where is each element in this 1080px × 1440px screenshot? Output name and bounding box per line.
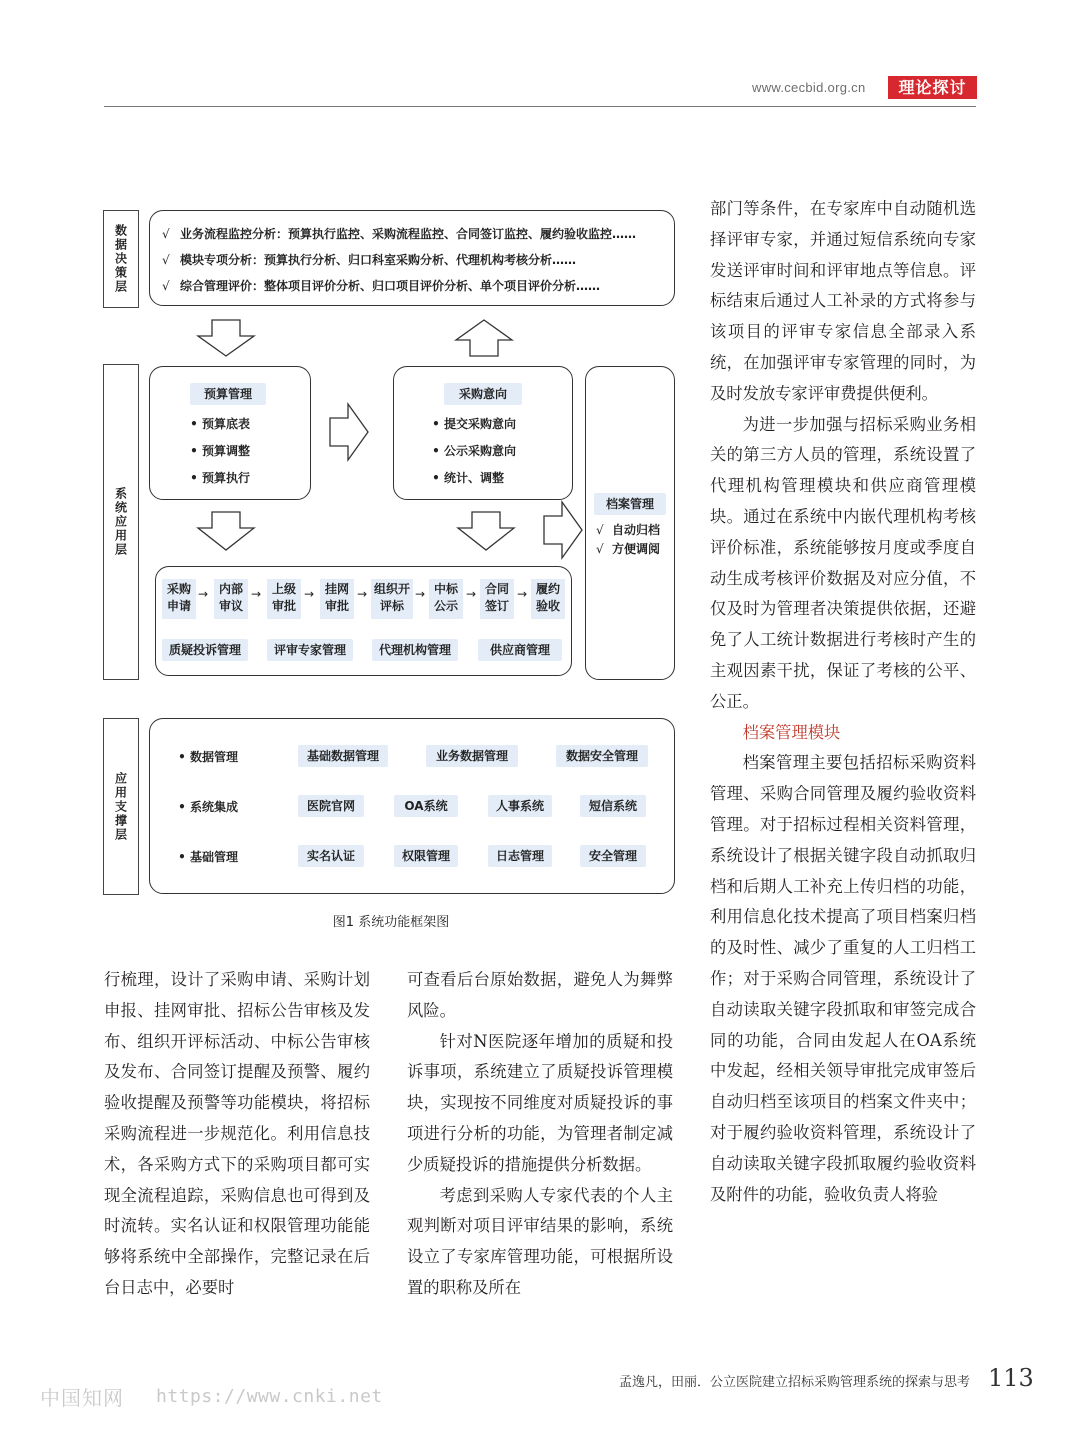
bullet-icon: • <box>432 444 440 458</box>
process-box <box>155 566 572 676</box>
budget-item <box>186 415 250 432</box>
support-row-label-text: 系统集成 <box>190 800 239 814</box>
intent-item-text: 统计、调整 <box>444 471 505 485</box>
flow-step <box>162 579 196 619</box>
support-row-label <box>174 848 238 865</box>
check-icon: √ <box>162 227 170 241</box>
flow-arrow-icon: → <box>415 587 426 601</box>
flow-step-line1: 采购 <box>166 582 191 596</box>
paragraph: 考虑到采购人专家代表的个人主观判断对项目评审结果的影响，系统设立了专家库管理功能，可根据所设置的职称及所在 <box>407 1185 673 1297</box>
archive-item-text: 方便调阅 <box>612 542 661 556</box>
paragraph: 档案管理主要包括招标采购资料管理、采购合同管理及履约验收资料管理。对于招标过程相关资料管理，系统设计了根据关键字段自动抓取归档和后期人工补充上传归档的功能，利用信息化技术提高了项目档案归档的及时性、减少了重复的人工归档工作；对于采购合同管理，系统设计了自动读取关键字段抓取和审签完成合同的功能，合同由发起人在OA系统中发起，经相关领导审批完成审签后自动归档至该项目的档案文件夹中；对于履约验收资料管理，系统设计了自动读取关键字段抓取履约验收资料及附件的功能，验收负责人将验 <box>710 753 976 1204</box>
support-item: 短信系统 <box>580 795 646 817</box>
flow-arrow-icon: → <box>466 587 477 601</box>
bullet-icon: • <box>190 417 198 431</box>
flow-step-line2: 公示 <box>433 599 458 613</box>
decision-item-text: 综合管理评价：整体项目评价分析、归口项目评价分析、单个项目评价分析…… <box>180 279 601 293</box>
support-row-label-text: 数据管理 <box>190 750 239 764</box>
arrow-down-icon <box>458 512 514 550</box>
figure-caption: 图1 系统功能框架图 <box>332 915 450 930</box>
support-item: 日志管理 <box>488 845 552 867</box>
flow-step-line1: 内部 <box>218 582 243 596</box>
check-icon: √ <box>162 279 170 293</box>
flow-step-line1: 中标 <box>433 582 458 596</box>
text-column-1 <box>104 965 370 1304</box>
text-column-3 <box>710 194 976 1210</box>
archive-title: 档案管理 <box>594 493 666 515</box>
check-icon: √ <box>162 253 170 267</box>
support-row-label <box>174 798 238 815</box>
flow-step <box>531 579 565 619</box>
flow-arrow-icon: → <box>357 587 368 601</box>
intent-item-text: 公示采购意向 <box>444 444 517 458</box>
flow-step-line2: 签订 <box>484 599 509 613</box>
bullet-icon: • <box>178 850 186 864</box>
budget-item <box>186 442 250 459</box>
flow-step-line2: 审批 <box>324 599 349 613</box>
paragraph: 为进一步加强与招标采购业务相关的第三方人员的管理，系统设置了代理机构管理模块和供应商管理模块。通过在系统中内嵌代理机构考核评价标准，系统能够按月度或季度自动生成考核评价数据及对应分值，不仅及时为管理者决策提供依据，还避免了人工统计数据进行考核时产生的主观因素干扰，保证了考核的公平、公正。 <box>710 414 976 711</box>
layer-label-decision-text: 数据决策层 <box>113 224 128 294</box>
budget-item <box>186 469 250 486</box>
module-tag: 供应商管理 <box>478 639 562 661</box>
support-row-label-text: 基础管理 <box>190 850 239 864</box>
arrow-up-icon <box>456 320 512 356</box>
flow-arrow-icon: → <box>517 587 528 601</box>
flow-step <box>214 579 248 619</box>
flow-step-line2: 验收 <box>535 599 560 613</box>
intent-title: 采购意向 <box>444 383 522 405</box>
support-row-label <box>174 748 238 765</box>
layer-label-support-text: 应用支撑层 <box>113 771 128 842</box>
flow-step <box>320 579 354 619</box>
flow-step-line2: 评标 <box>379 599 404 613</box>
support-item: 人事系统 <box>488 795 552 817</box>
support-item: OA系统 <box>394 795 458 817</box>
support-box <box>149 718 675 894</box>
flow-step <box>267 579 301 619</box>
support-item: 数据安全管理 <box>556 745 648 767</box>
bullet-icon: • <box>432 417 440 431</box>
flow-arrow-icon: → <box>251 587 262 601</box>
paragraph: 行梳理，设计了采购申请、采购计划申报、挂网审批、招标公告审核及发布、组织开评标活动、中标公告审核及发布、合同签订提醒及预警、履约验收提醒及预警等功能模块，将招标采购流程进一步规范化。利用信息技术，各采购方式下的采购项目都可实现全流程追踪，采购信息也可得到及时流转。实名认证和权限管理功能能够将系统中全部操作，完整记录在后台日志中，必要时 <box>104 970 370 1297</box>
bullet-icon: • <box>178 800 186 814</box>
paragraph: 针对N医院逐年增加的质疑和投诉事项，系统建立了质疑投诉管理模块，实现按不同维度对质疑投诉的事项进行分析的功能，为管理者制定减少质疑投诉的措施提供分析数据。 <box>407 1031 673 1174</box>
check-icon: √ <box>596 523 604 537</box>
intent-item-text: 提交采购意向 <box>444 417 517 431</box>
intent-item <box>428 469 504 486</box>
budget-item-text: 预算调整 <box>202 444 251 458</box>
paragraph: 部门等条件，在专家库中自动随机选择评审专家，并通过短信系统向专家发送评审时间和评审地点等信息。评标结束后通过人工补录的方式将参与该项目的评审专家信息全部录入系统，在加强评审专家管理的同时，为及时发放专家评审费提供便利。 <box>710 199 976 403</box>
intent-item <box>428 442 516 459</box>
flow-step-line1: 合同 <box>484 582 509 596</box>
text-column-2 <box>407 965 673 1304</box>
watermark-url[interactable]: https://www.cnki.net <box>156 1386 383 1407</box>
support-item: 权限管理 <box>394 845 458 867</box>
arrow-right-icon <box>544 502 582 558</box>
support-item: 业务数据管理 <box>426 745 518 767</box>
footer-reference: 孟逸凡，田丽．公立医院建立招标采购管理系统的探索与思考 <box>618 1375 970 1390</box>
flow-arrow-icon: → <box>198 587 209 601</box>
flow-step-line2: 申请 <box>166 599 191 613</box>
support-item: 医院官网 <box>298 795 364 817</box>
support-item: 基础数据管理 <box>298 745 388 767</box>
bullet-icon: • <box>432 471 440 485</box>
watermark-logo: 中国知网 <box>40 1386 124 1410</box>
flow-step <box>480 579 514 619</box>
module-tag: 代理机构管理 <box>372 639 458 661</box>
module-tag: 质疑投诉管理 <box>162 639 248 661</box>
section-subheading: 档案管理模块 <box>742 722 841 742</box>
intent-item <box>428 415 516 432</box>
flow-step-line1: 组织开 <box>373 582 410 596</box>
bullet-icon: • <box>190 471 198 485</box>
flow-step-line1: 上级 <box>271 582 296 596</box>
flow-arrow-icon: → <box>304 587 315 601</box>
flow-step <box>371 579 413 619</box>
budget-item-text: 预算执行 <box>202 471 251 485</box>
page-number: 113 <box>988 1364 1034 1392</box>
intent-box <box>393 366 573 500</box>
support-item: 安全管理 <box>580 845 646 867</box>
flow-step-line1: 挂网 <box>324 582 349 596</box>
archive-box <box>585 366 675 680</box>
archive-item <box>596 521 660 538</box>
budget-title: 预算管理 <box>190 383 266 405</box>
arrow-right-icon <box>330 404 368 460</box>
paragraph: 可查看后台原始数据，避免人为舞弊风险。 <box>407 970 673 1020</box>
archive-item <box>596 540 660 557</box>
decision-item-text: 业务流程监控分析：预算执行监控、采购流程监控、合同签订监控、履约验收监控…… <box>180 227 637 241</box>
support-item: 实名认证 <box>298 845 364 867</box>
bullet-icon: • <box>190 444 198 458</box>
flow-step-line1: 履约 <box>535 582 560 596</box>
archive-item-text: 自动归档 <box>612 523 661 537</box>
bullet-icon: • <box>178 750 186 764</box>
section-tag: 理论探讨 <box>888 76 977 99</box>
decision-item-text: 模块专项分析：预算执行分析、归口科室采购分析、代理机构考核分析…… <box>180 253 577 267</box>
module-tag: 评审专家管理 <box>267 639 353 661</box>
layer-label-application-text: 系统应用层 <box>113 487 128 557</box>
flow-step <box>429 579 463 619</box>
arrow-down-icon <box>198 320 254 356</box>
flow-step-line2: 审议 <box>218 599 243 613</box>
site-url[interactable]: www.cecbid.org.cn <box>752 80 866 95</box>
flow-step-line2: 审批 <box>271 599 296 613</box>
budget-box <box>149 366 311 500</box>
check-icon: √ <box>596 542 604 556</box>
arrow-down-icon <box>198 512 254 550</box>
budget-item-text: 预算底表 <box>202 417 251 431</box>
